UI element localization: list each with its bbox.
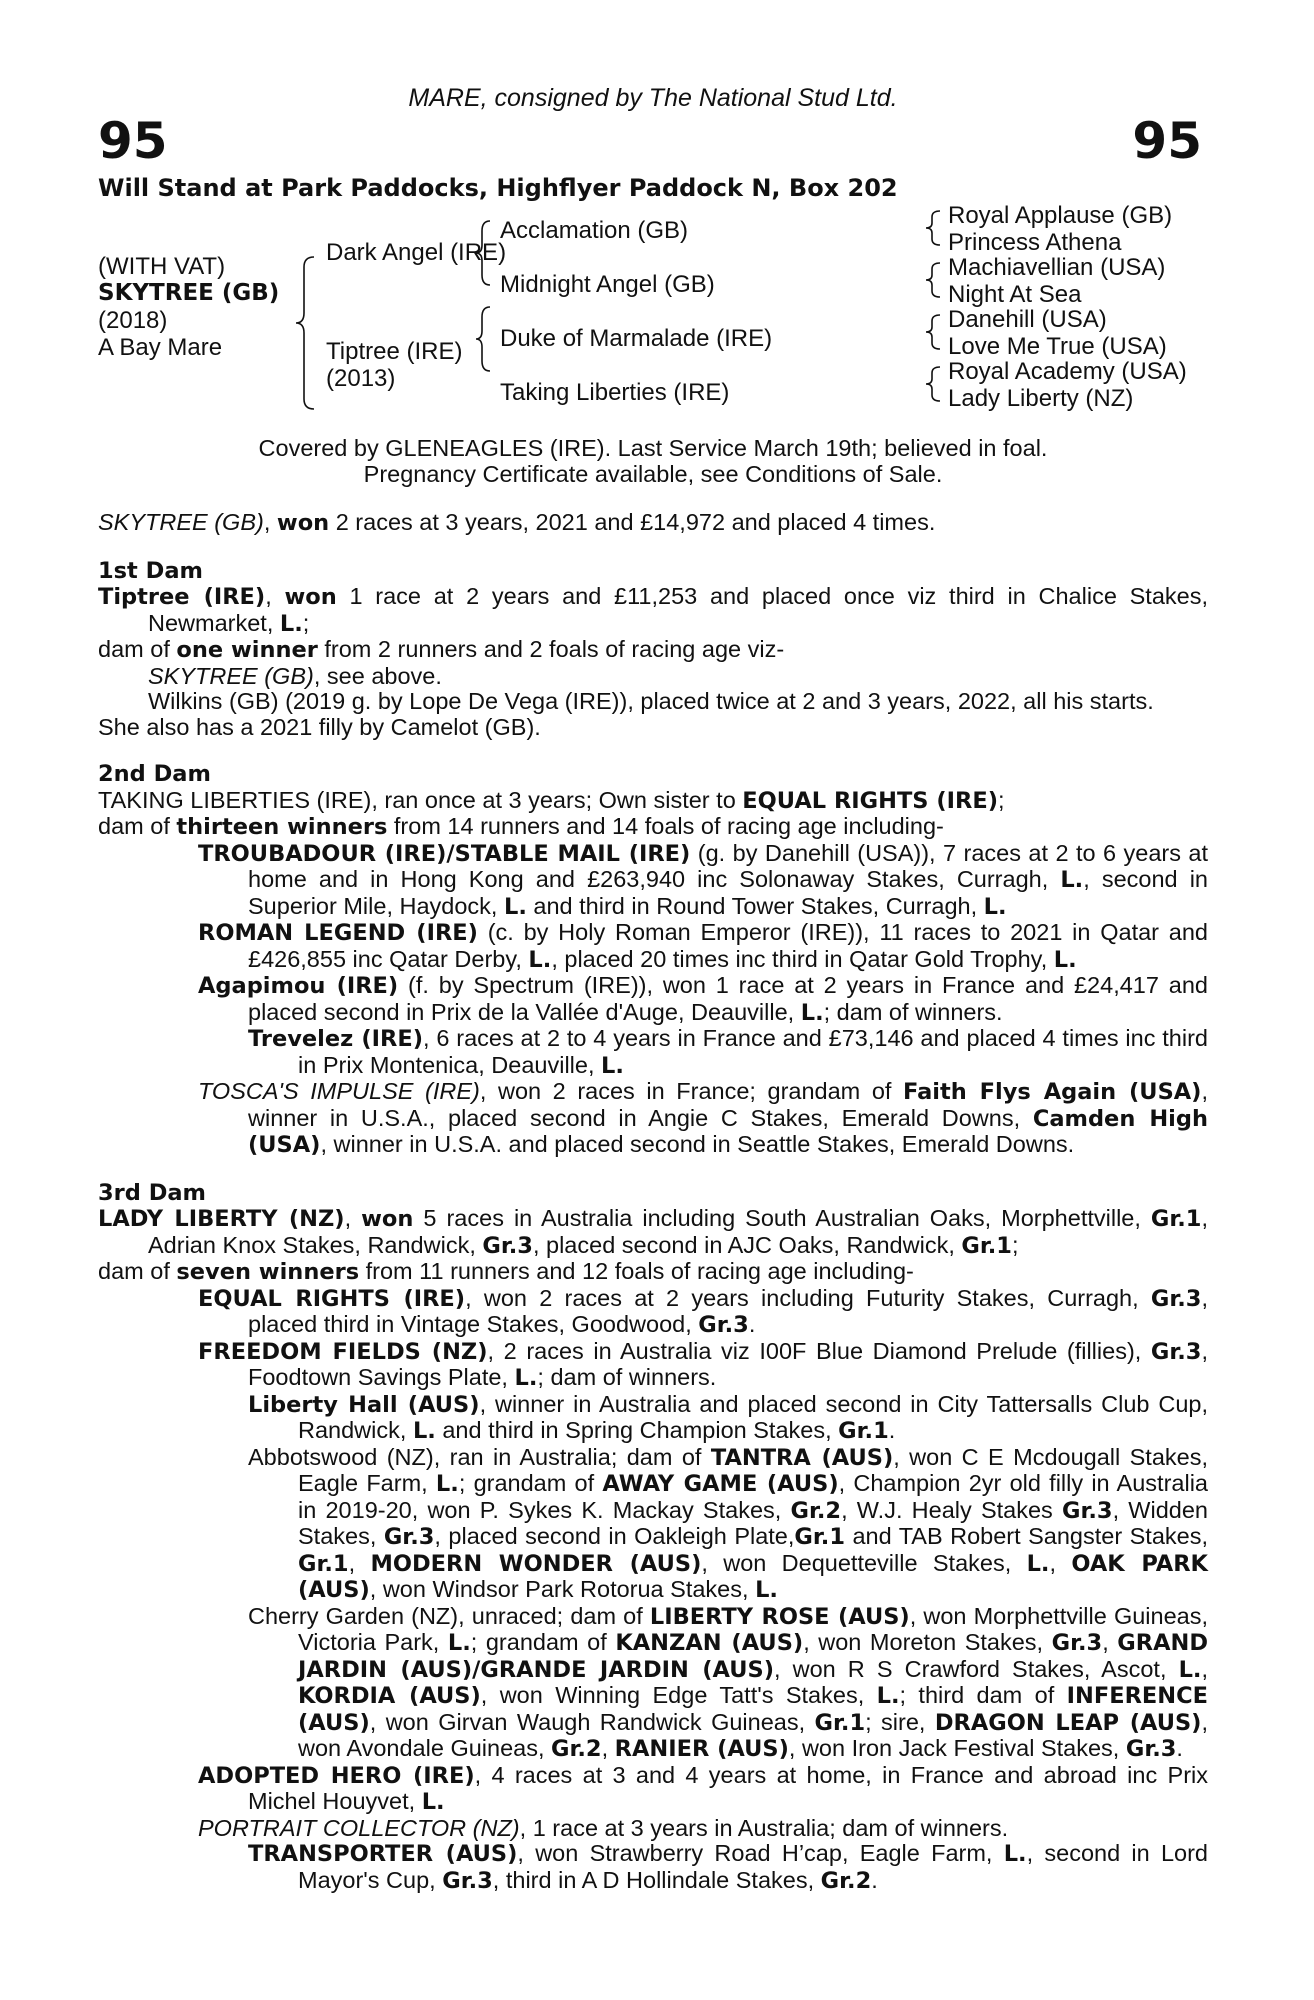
stand-location: Will Stand at Park Paddocks, Highflyer Paddock N, Box 202 (98, 174, 898, 202)
second-dam-heading: 2nd Dam (98, 761, 211, 787)
pedigree-gen2-3: Duke of Marmalade (IRE) (500, 325, 773, 352)
pedigree-table (98, 202, 1208, 430)
second-dam-foal-2: ROMAN LEGEND (IRE) (c. by Holy Roman Emperor (IRE)), 11 races to 2021 in Qatar and £426,855 inc Qatar Derby, L., placed 20 times inc third in Qatar Gold Trophy, L. (198, 919, 1208, 973)
subject-year: (2018) (98, 307, 168, 334)
third-dam-grandfoal-4: TRANSPORTER (AUS), won Strawberry Road H’cap, Eagle Farm, L., second in Lord Mayor's Cup, Gr.3, third in A D Hollindale Stakes, Gr.2. (248, 1840, 1208, 1894)
first-dam-foal-2: Wilkins (GB) (2019 g. by Lope De Vega (IRE)), placed twice at 2 and 3 years, 2022, all his starts. (148, 688, 1154, 714)
third-dam-grandfoal-3: Cherry Garden (NZ), unraced; dam of LIBERTY ROSE (AUS), won Morphettville Guineas, Victoria Park, L.; grandam of KANZAN (AUS), won Moreton Stakes, Gr.3, GRAND JARDIN (AUS)/GRANDE JARDIN (AUS), won R S Crawford Stakes, Ascot, L., KORDIA (AUS), won Winning Edge Tatt's Stakes, L.; third dam of INFERENCE (AUS), won Girvan Waugh Randwick Guineas, Gr.1; sire, DRAGON LEAP (AUS), won Avondale Guineas, Gr.2, RANIER (AUS), won Iron Jack Festival Stakes, Gr.3. (248, 1602, 1209, 1762)
pedigree-gen3-3: Machiavellian (USA) (948, 254, 1166, 281)
subject-name: SKYTREE (GB) (98, 280, 280, 306)
pedigree-gen3-5: Danehill (USA) (948, 306, 1107, 333)
pedigree-gen2-2: Midnight Angel (GB) (500, 271, 715, 298)
pedigree-sire: Dark Angel (IRE) (326, 239, 507, 266)
first-dam-foal-1: SKYTREE (GB), see above. (148, 662, 442, 689)
pedigree-notes (98, 510, 1208, 1894)
second-dam-foal-4: TOSCA'S IMPULSE (IRE), won 2 races in France; grandam of Faith Flys Again (USA), winner in U.S.A., placed second in Angie C Stakes, Emerald Downs, Camden High (USA), winner in U.S.A. and placed second in Seattle Stakes, Emerald Downs. (198, 1078, 1209, 1158)
pedigree-dam-year: (2013) (326, 365, 396, 392)
third-dam-heading: 3rd Dam (98, 1179, 206, 1206)
third-dam-foal-4: PORTRAIT COLLECTOR (NZ), 1 race at 3 years in Australia; dam of winners. (198, 1814, 1009, 1841)
pedigree-gen3-2: Princess Athena (948, 229, 1122, 256)
first-dam-heading: 1st Dam (98, 557, 203, 584)
third-dam-grandfoal-1: Liberty Hall (AUS), winner in Australia and placed second in City Tattersalls Club Cup, Randwick, L. and third in Spring Champion Stakes, Gr.1. (248, 1390, 1209, 1444)
summary-line: SKYTREE (GB), won 2 races at 3 years, 2021 and £14,972 and placed 4 times. (98, 509, 936, 536)
pedigree-gen2-4: Taking Liberties (IRE) (500, 379, 730, 406)
third-dam-foal-2: FREEDOM FIELDS (NZ), 2 races in Australia viz I00F Blue Diamond Prelude (fillies), Gr.3, Foodtown Savings Plate, L.; dam of winners. (198, 1337, 1208, 1391)
first-dam-record: Tiptree (IRE), won 1 race at 2 years and £11,253 and placed once viz third in Chalice Stakes, Newmarket, L.; (98, 583, 1208, 637)
subject-vat: (WITH VAT) (98, 253, 226, 280)
third-dam-foal-3: ADOPTED HERO (IRE), 4 races at 3 and 4 years at home, in France and abroad inc Prix Michel Houyvet, L. (198, 1761, 1208, 1815)
first-dam-note: She also has a 2021 filly by Camelot (GB). (98, 713, 541, 740)
pedigree-gen3-7: Royal Academy (USA) (948, 358, 1187, 385)
pedigree-gen2-1: Acclamation (GB) (500, 217, 689, 244)
second-dam-foal-3: Agapimou (IRE) (f. by Spectrum (IRE)), won 1 race at 2 years in France and £24,417 and placed second in Prix de la Vallée d'Auge, Deauville, L.; dam of winners. (198, 972, 1208, 1026)
lot-number-left: 95 (98, 112, 168, 170)
second-dam-foal-1: TROUBADOUR (IRE)/STABLE MAIL (IRE) (g. by Danehill (USA)), 7 races at 2 to 6 years at home and in Hong Kong and £263,940 inc Solonaway Stakes, Curragh, L., second in Superior Mile, Haydock, L. and third in Round Tower Stakes, Curragh, L. (198, 839, 1209, 920)
third-dam-grandfoal-2: Abbotswood (NZ), ran in Australia; dam of TANTRA (AUS), won C E Mcdougall Stakes, Eagle Farm, L.; grandam of AWAY GAME (AUS), Champion 2yr old filly in Australia in 2019-20, won P. Sykes K. Mackay Stakes, Gr.2, W.J. Healy Stakes Gr.3, Widden Stakes, Gr.3, placed second in Oakleigh Plate,Gr.1 and TAB Robert Sangster Stakes, Gr.1, MODERN WONDER (AUS), won Dequetteville Stakes, L., OAK PARK (AUS), won Windsor Park Rotorua Stakes, L. (248, 1443, 1209, 1603)
pedigree-dam: Tiptree (IRE) (326, 338, 463, 365)
pedigree-gen3-6: Love Me True (USA) (948, 333, 1167, 360)
pedigree-gen3-4: Night At Sea (948, 281, 1082, 308)
pedigree-gen3-1: Royal Applause (GB) (948, 202, 1173, 229)
lot-number-right: 95 (1132, 112, 1202, 170)
consignor-line: MARE, consigned by The National Stud Ltd. (408, 84, 898, 112)
first-dam-produce: dam of one winner from 2 runners and 2 foals of racing age viz- (98, 636, 785, 663)
third-dam-foal-1: EQUAL RIGHTS (IRE), won 2 races at 2 years including Futurity Stakes, Curragh, Gr.3, placed third in Vintage Stakes, Goodwood, Gr.3. (198, 1284, 1208, 1338)
third-dam-produce: dam of seven winners from 11 runners and 12 foals of racing age including- (98, 1258, 914, 1285)
second-dam-record: TAKING LIBERTIES (IRE), ran once at 3 years; Own sister to EQUAL RIGHTS (IRE); (98, 786, 1005, 814)
covered-line-2: Pregnancy Certificate available, see Conditions of Sale. (363, 461, 943, 487)
covered-line-1: Covered by GLENEAGLES (IRE). Last Service March 19th; believed in foal. (258, 435, 1048, 461)
catalogue-page (98, 0, 1208, 2000)
third-dam-record: LADY LIBERTY (NZ), won 5 races in Australia including South Australian Oaks, Morphettville, Gr.1, Adrian Knox Stakes, Randwick, Gr.3, placed second in AJC Oaks, Randwick, Gr.1; (98, 1205, 1208, 1259)
pedigree-gen3-8: Lady Liberty (NZ) (948, 385, 1134, 412)
second-dam-grandfoal-1: Trevelez (IRE), 6 races at 2 to 4 years in France and £73,146 and placed 4 times inc third in Prix Montenica, Deauville, L. (248, 1025, 1208, 1079)
second-dam-produce: dam of thirteen winners from 14 runners and 14 foals of racing age including- (98, 813, 944, 840)
subject-description: A Bay Mare (98, 334, 223, 361)
